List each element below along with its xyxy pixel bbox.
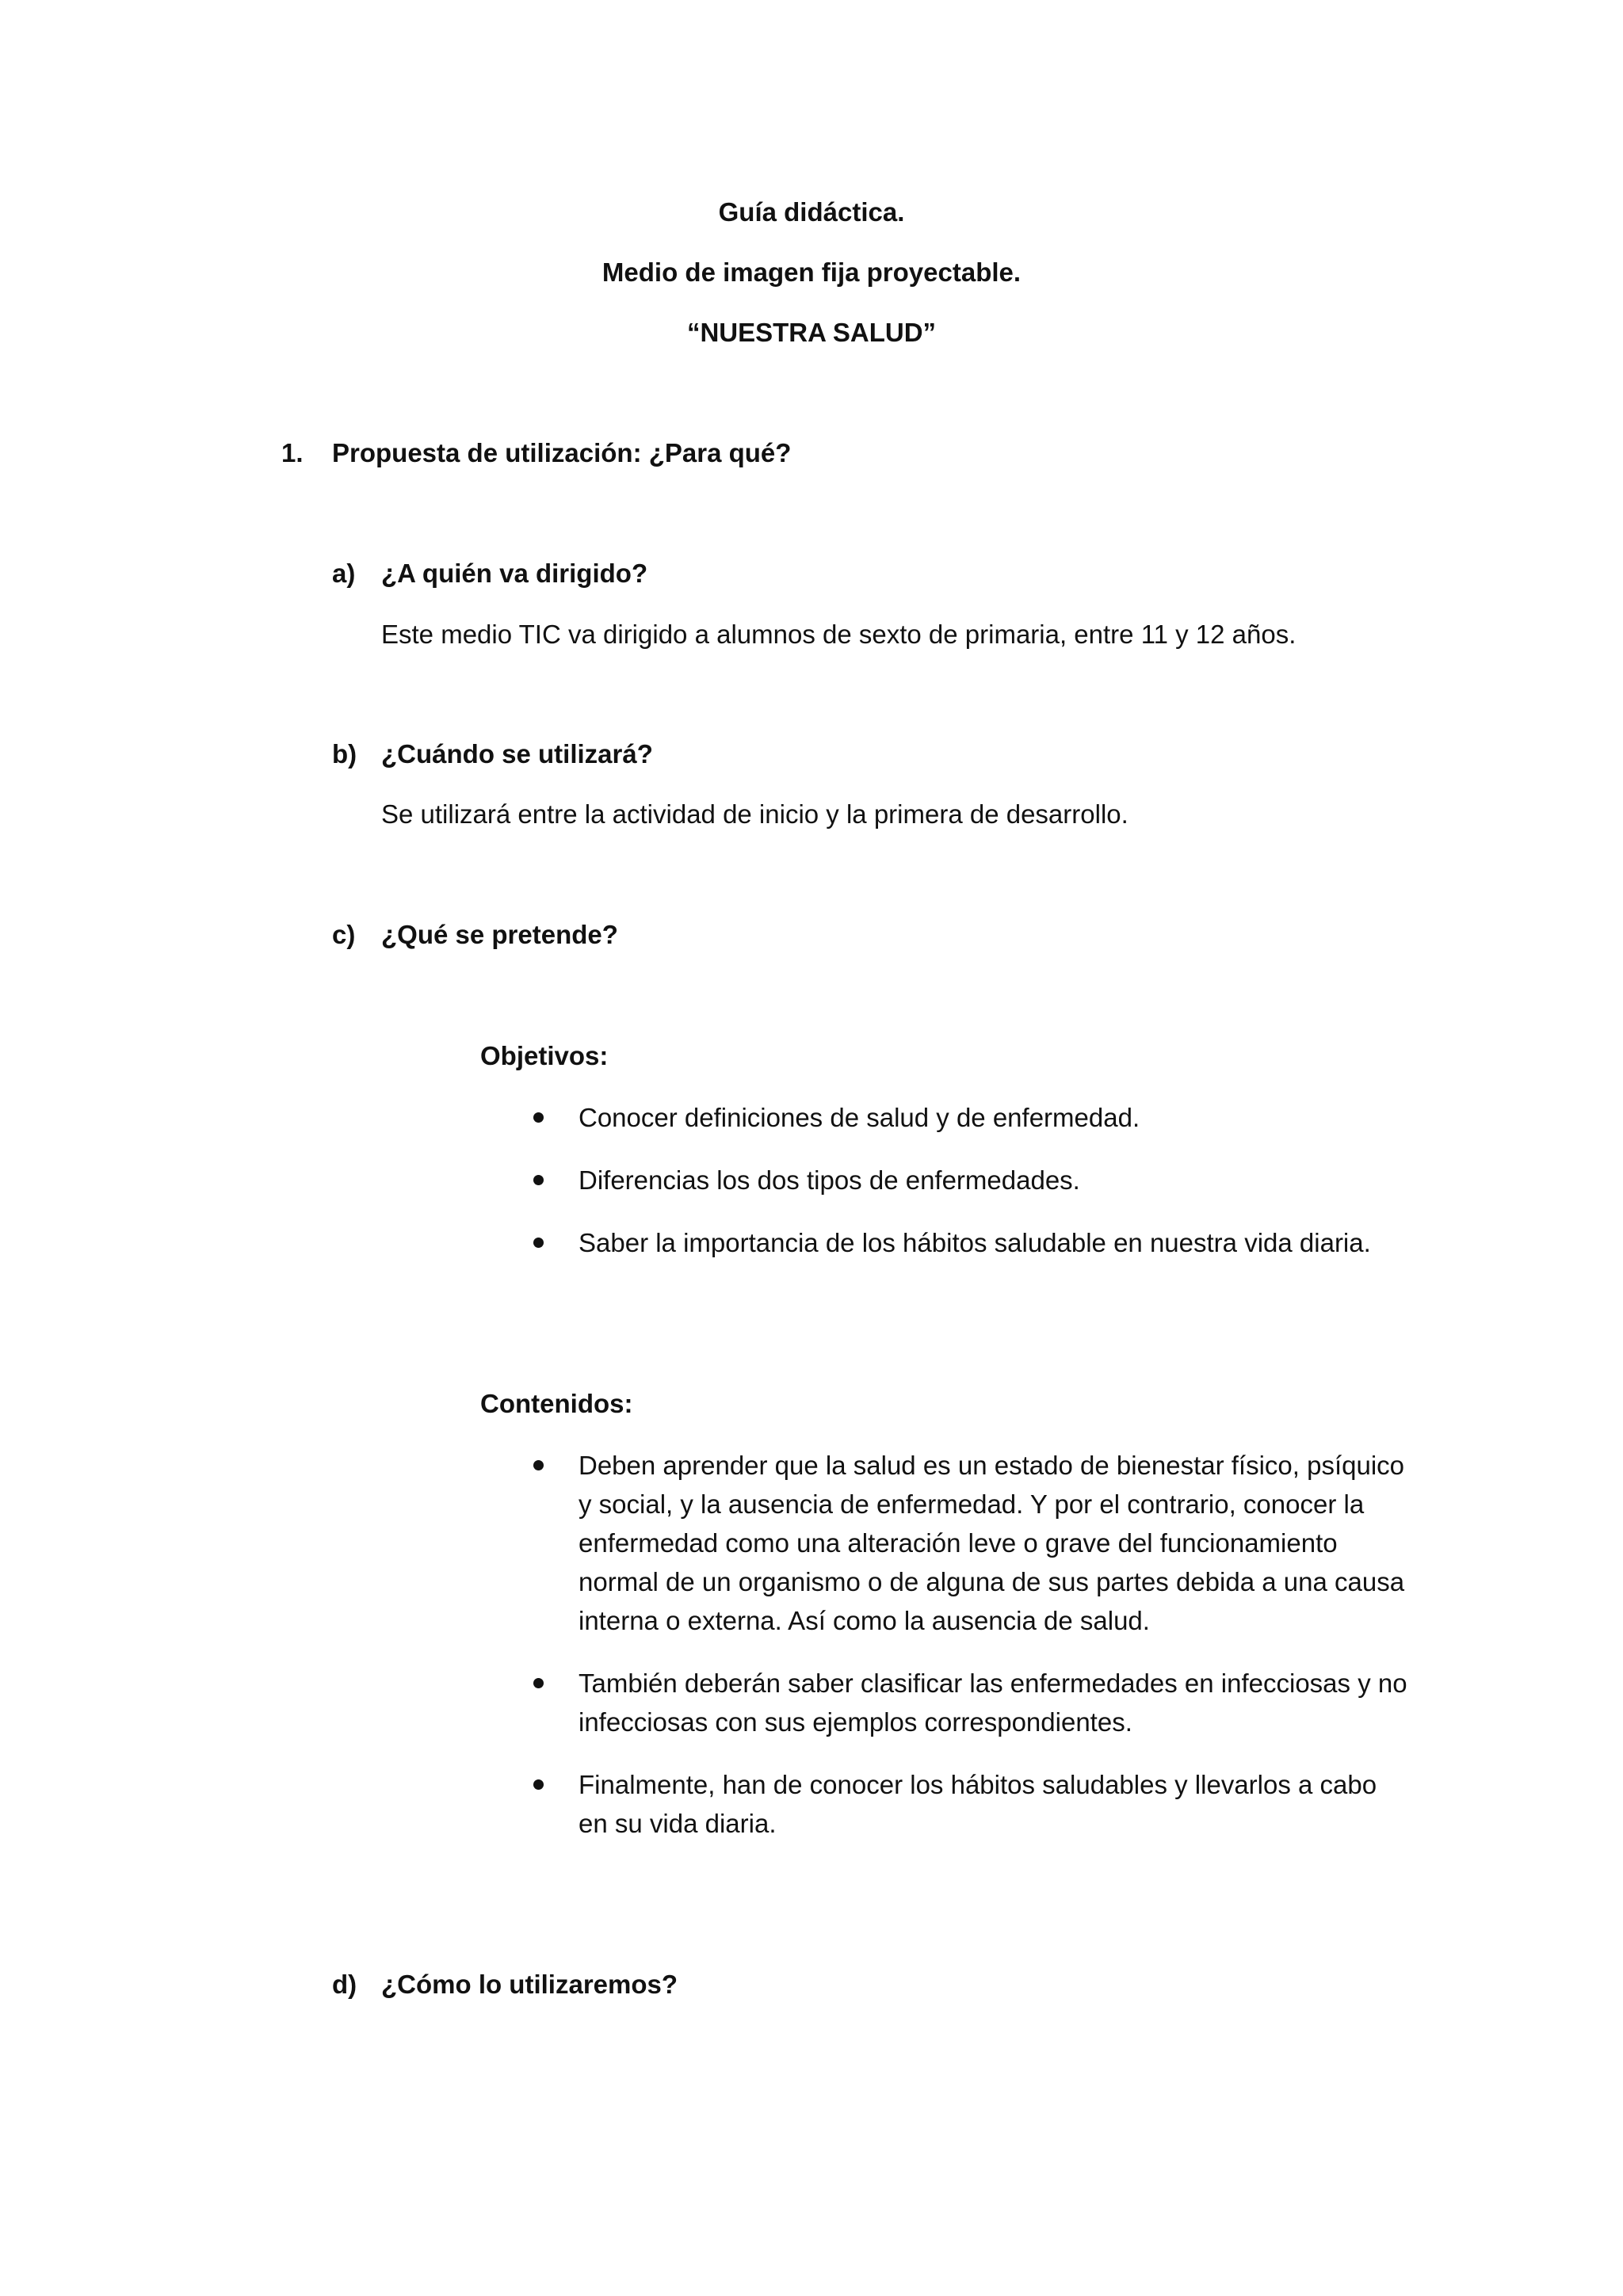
objetivos-heading: Objetivos: [480,1041,609,1070]
document-subtitle: Medio de imagen fija proyectable. [601,257,1022,287]
bullet-icon [533,1779,544,1790]
list-item [525,1765,1412,1843]
objetivos-list [525,1098,1412,1262]
bullet-icon [533,1460,544,1470]
bullet-icon [533,1238,544,1248]
list-item [525,1664,1412,1741]
section-title: Propuesta de utilización: ¿Para qué? [332,438,792,467]
contenidos-heading: Contenidos: [480,1389,633,1418]
objetivo-text: Diferencias los dos tipos de enfermedades. [579,1165,1080,1195]
objetivo-text: Conocer definiciones de salud y de enfermedad. [579,1103,1140,1132]
list-item [525,1223,1412,1262]
subsection-a-letter: a) [332,559,356,588]
objetivo-text: Saber la importancia de los hábitos saludable en nuestra vida diaria. [579,1228,1371,1257]
subsection-a-title: ¿A quién va dirigido? [381,559,648,588]
subsection-c-letter: c) [332,920,356,949]
document-topic-title: “NUESTRA SALUD” [686,318,937,347]
subsection-d-title: ¿Cómo lo utilizaremos? [381,1970,678,1999]
subsection-c-title: ¿Qué se pretende? [381,920,618,949]
subsection-b-title: ¿Cuándo se utilizará? [381,739,653,769]
list-item [525,1446,1412,1640]
bullet-icon [533,1112,544,1123]
bullet-icon [533,1175,544,1185]
contenido-text: También deberán saber clasificar las enfermedades en infecciosas y no infecciosas con sus ejemplos correspondientes. [579,1669,1407,1737]
section-number: 1. [281,438,304,467]
list-item [525,1098,1412,1137]
document-title: Guía didáctica. [718,197,905,227]
list-item [525,1161,1412,1199]
bullet-icon [533,1678,544,1688]
subsection-b-letter: b) [332,739,357,769]
subsection-d-letter: d) [332,1970,357,1999]
contenido-text: Finalmente, han de conocer los hábitos saludables y llevarlos a cabo en su vida diaria. [579,1770,1377,1838]
contenidos-list [525,1446,1412,1843]
contenido-text: Deben aprender que la salud es un estado de bienestar físico, psíquico y social, y la ausencia de enfermedad. Y por el contrario, conocer la enfermedad como una alteración leve o grave del funcionamiento normal de un organismo o de alguna de sus partes debida a una causa interna o externa. Así como la ausencia de salud. [579,1451,1405,1635]
subsection-b-body: Se utilizará entre la actividad de inicio y la primera de desarrollo. [381,799,1128,829]
subsection-a-body: Este medio TIC va dirigido a alumnos de sexto de primaria, entre 11 y 12 años. [381,620,1296,649]
